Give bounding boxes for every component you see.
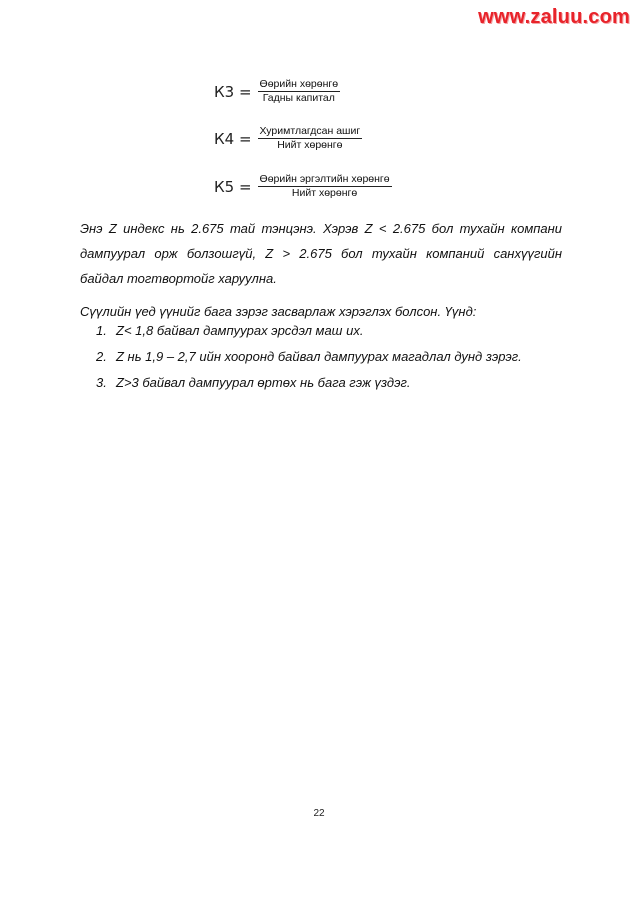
list-item-number: 3. xyxy=(96,375,107,390)
fraction-denominator: Гадны капитал xyxy=(262,92,335,104)
paragraph-line: Энэ Z индекс нь 2.675 тай тэнцэнэ. Хэрэв Z < 2.675 бол тухайн компани xyxy=(80,221,562,236)
fraction-denominator: Нийт хөрөнгө xyxy=(291,187,358,199)
fraction xyxy=(258,125,363,152)
fraction-numerator: Өөрийн эргэлтийн хөрөнгө xyxy=(259,173,390,185)
list-item-number: 1. xyxy=(96,323,107,338)
fraction-numerator: Өөрийн хөрөнгө xyxy=(259,78,339,90)
formula-lhs: К5 = xyxy=(214,177,252,196)
list-item-text: Z< 1,8 байвал дампуурах эрсдэл маш их. xyxy=(116,323,364,338)
formula-lhs: К4 = xyxy=(214,129,252,148)
z-index-paragraph xyxy=(80,216,562,291)
criteria-list xyxy=(96,318,522,396)
watermark-logo: www.zaluu.com xyxy=(478,6,630,28)
formula-k4 xyxy=(214,125,362,152)
list-item-text: Z нь 1,9 – 2,7 ийн хооронд байвал дампуурах магадлал дунд зэрэг. xyxy=(116,349,522,364)
list-item xyxy=(96,370,522,396)
list-item xyxy=(96,344,522,370)
list-item-text: Z>3 байвал дампуурал өртөх нь бага гэж үздэг. xyxy=(116,375,411,390)
formula-k3 xyxy=(214,78,340,105)
fraction-numerator: Хуримтлагдсан ашиг xyxy=(259,125,361,137)
formula-lhs: К3 = xyxy=(214,82,252,101)
list-item xyxy=(96,318,522,344)
intro-paragraph: Сүүлийн үед үүнийг бага зэрэг засварлаж хэрэглэх болсон. Үүнд: xyxy=(80,304,477,319)
fraction xyxy=(258,78,341,105)
paragraph-line: байдал тогтвортойг харуулна. xyxy=(80,271,277,286)
paragraph-line: дампуурал орж болзошгүй, Z > 2.675 бол тухайн компаний санхүүгийн xyxy=(80,246,562,261)
list-item-number: 2. xyxy=(96,349,107,364)
fraction-denominator: Нийт хөрөнгө xyxy=(277,139,343,151)
fraction xyxy=(258,173,392,200)
formula-k5 xyxy=(214,173,392,200)
page-number: 22 xyxy=(313,808,325,819)
